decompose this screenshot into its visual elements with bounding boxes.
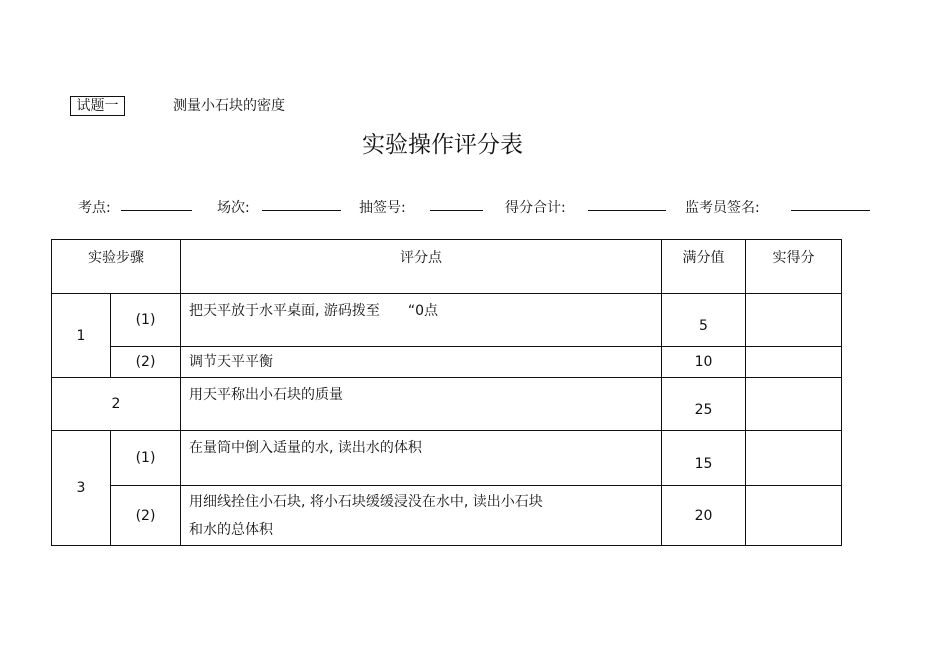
sub-step: (2) <box>111 347 181 378</box>
field-session <box>217 198 250 218</box>
full-score: 15 <box>662 431 746 486</box>
header-scoring-point: 评分点 <box>181 240 662 294</box>
actual-score-cell[interactable] <box>746 486 842 546</box>
scoring-point: 用天平称出小石块的质量 <box>181 378 662 431</box>
field-exam-site <box>78 198 111 218</box>
field-exam-site-label: 考点: <box>78 200 111 216</box>
sub-step: (2) <box>111 486 181 546</box>
field-proctor-signature-label: 监考员签名: <box>685 200 760 216</box>
header-step: 实验步骤 <box>52 240 181 294</box>
full-score: 25 <box>662 378 746 431</box>
step-number: 2 <box>52 378 181 431</box>
sub-step: (1) <box>111 431 181 486</box>
scoring-point: 在量筒中倒入适量的水, 读出水的体积 <box>181 431 662 486</box>
scoring-point <box>181 486 662 546</box>
table-row <box>52 294 842 347</box>
page-title: 实验操作评分表 <box>362 132 523 158</box>
actual-score-cell[interactable] <box>746 378 842 431</box>
field-draw-number-label: 抽签号: <box>359 200 406 216</box>
field-total-score-label: 得分合计: <box>505 200 566 216</box>
field-draw-number <box>359 198 406 218</box>
proctor-signature-blank[interactable] <box>791 210 870 211</box>
table-row <box>52 378 842 431</box>
table-row <box>52 486 842 546</box>
total-score-blank[interactable] <box>588 210 666 211</box>
scoring-point: 把天平放于水平桌面, 游码拨至 “0点 <box>181 294 662 347</box>
step-number: 3 <box>52 431 111 546</box>
field-proctor-signature <box>685 198 760 218</box>
draw-number-blank[interactable] <box>430 210 483 211</box>
exam-number-box: 试题一 <box>70 96 125 116</box>
field-session-label: 场次: <box>217 200 250 216</box>
header-actual-score: 实得分 <box>746 240 842 294</box>
session-blank[interactable] <box>262 210 341 211</box>
scoring-point: 调节天平平衡 <box>181 347 662 378</box>
header-full-score: 满分值 <box>662 240 746 294</box>
full-score: 10 <box>662 347 746 378</box>
exam-subject: 测量小石块的密度 <box>173 98 285 114</box>
field-total-score <box>505 198 566 218</box>
actual-score-cell[interactable] <box>746 347 842 378</box>
sub-step: (1) <box>111 294 181 347</box>
full-score: 5 <box>662 294 746 347</box>
actual-score-cell[interactable] <box>746 431 842 486</box>
step-number: 1 <box>52 294 111 378</box>
table-row <box>52 431 842 486</box>
scoring-point-line-2: 和水的总体积 <box>189 522 273 538</box>
table-header-row <box>52 240 842 294</box>
actual-score-cell[interactable] <box>746 294 842 347</box>
score-table <box>51 239 842 546</box>
scoring-point-line-1: 用细线拴住小石块, 将小石块缓缓浸没在水中, 读出小石块 <box>189 494 543 510</box>
table-row <box>52 347 842 378</box>
full-score: 20 <box>662 486 746 546</box>
exam-site-blank[interactable] <box>121 210 192 211</box>
